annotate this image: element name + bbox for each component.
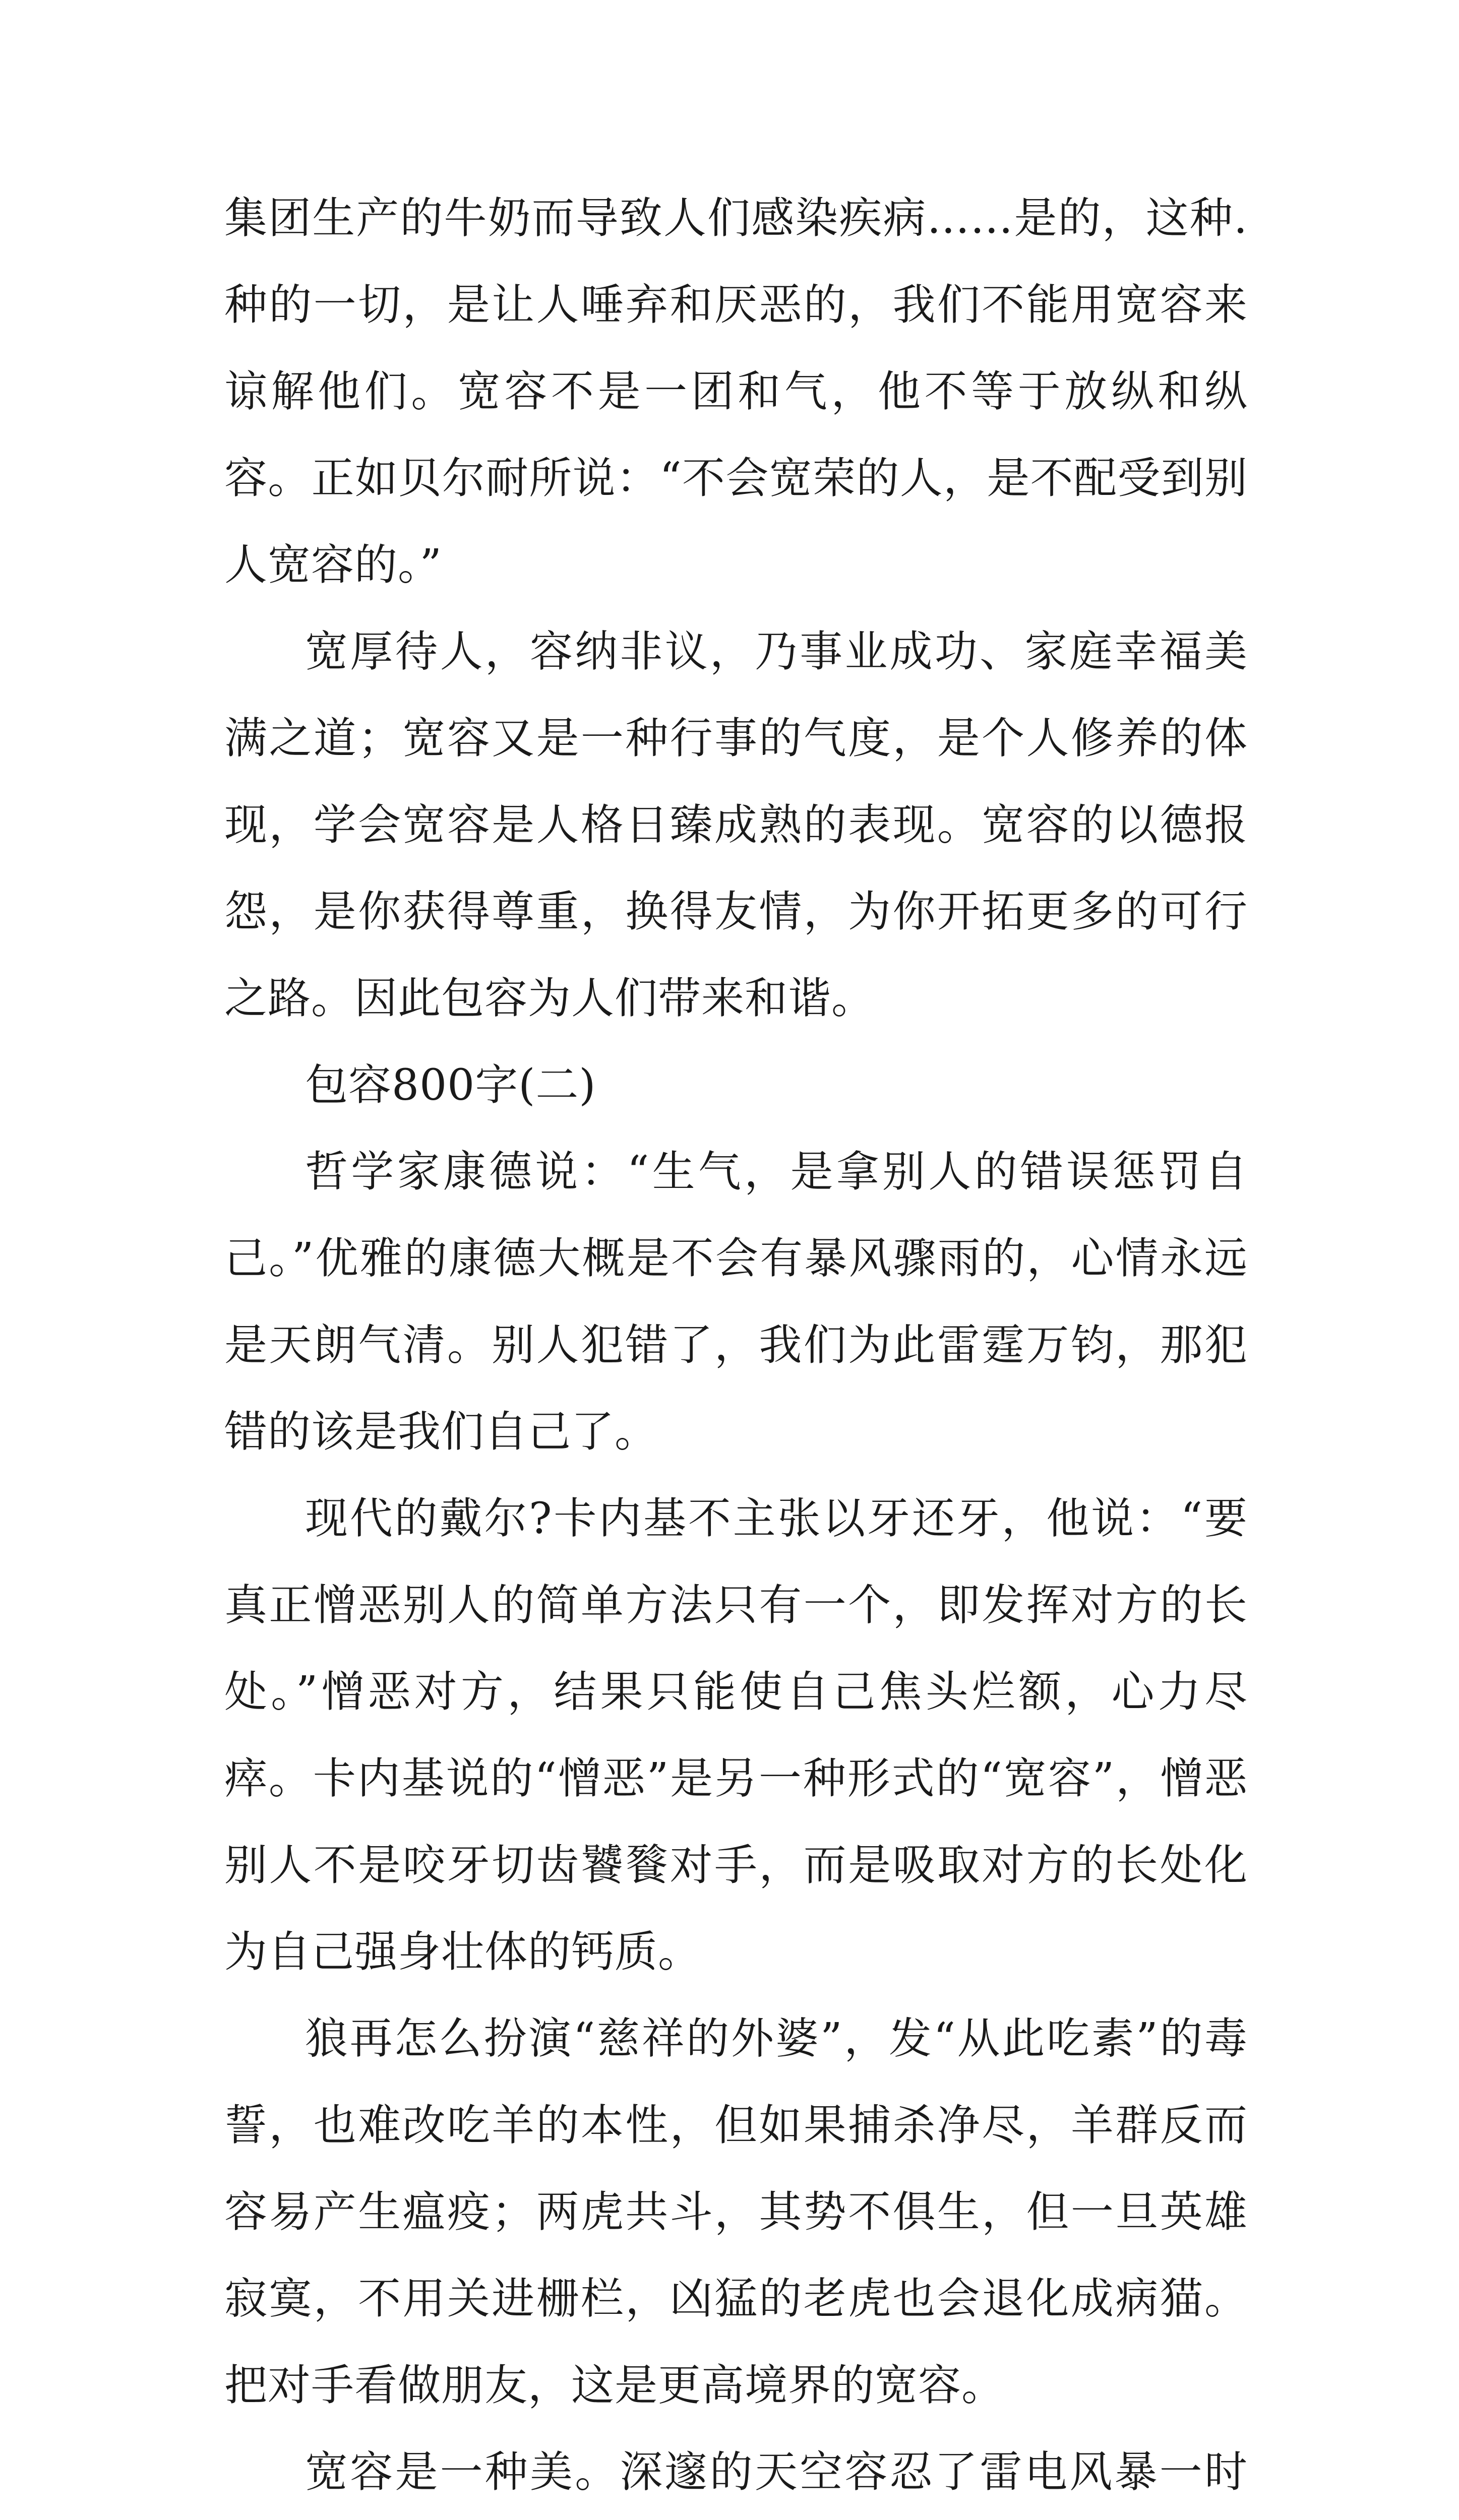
paragraph-2: 宽厚待人，容纳非议，乃事业成功、家庭幸福美满之道；宽容又是一种行事的气度，是个人修养的体现，学会宽容是人格日臻成熟的表现。宽容的以德报怨，是你获得尊重，换得友情，为你开拓更多的可行之路。因此包容为人们带来和谐。 [224,627,1248,1024]
paragraph-6: 宽容是一种美。深邃的天空容忍了雷电风暴一时 [305,2447,1248,2497]
paragraph-3: 哲学家康德说：“生气，是拿别人的错误惩罚自己。”优雅的康德大概是不会有暴风骤雨的，心情永远是天朗气清。别人犯错了，我们为此雷霆万钧，那犯错的该是我们自己了。 [224,1147,1248,1457]
paragraph-4: 现代的戴尔?卡内基不主张以牙还牙，他说：“要真正憎恶别人的简单方法只有一个，即发挥对方的长处。”憎恶对方，结果只能使自己焦头烂额，心力尽瘁。卡内基说的“憎恶”是另一种形式的“宽容”，憎恶别人不是咬牙切齿饕餮对手，而是吸取对方的长处化为自己强身壮体的钙质。 [224,1494,1248,1977]
document-body [224,175,1248,2520]
paragraph-1: 集团生产的牛奶而导致人们感染疾病……是的，这种.种的一切，是让人唾弃和厌恶的，我们不能用宽容来谅解他们。宽容不是一团和气，他不等于放纵和纵容。正如贝尔耐所说：“不会宽荣的人，是不配受到别人宽容的。” [224,194,1248,590]
paragraph-5: 狼再怎么扮演“慈祥的外婆”，发“从此吃素”的毒誓，也难改吃羊的本性，但如果捕杀净尽，羊群反而容易产生瘟疫；两虎共斗，其势不俱生，但一旦英雄寂寞，不用关进栅栏，凶猛的老虎也会退化成病猫。把对手看做朋友，这是更高境界的宽容。 [224,2014,1248,2411]
section-heading: 包容800字(二) [305,1060,596,1110]
